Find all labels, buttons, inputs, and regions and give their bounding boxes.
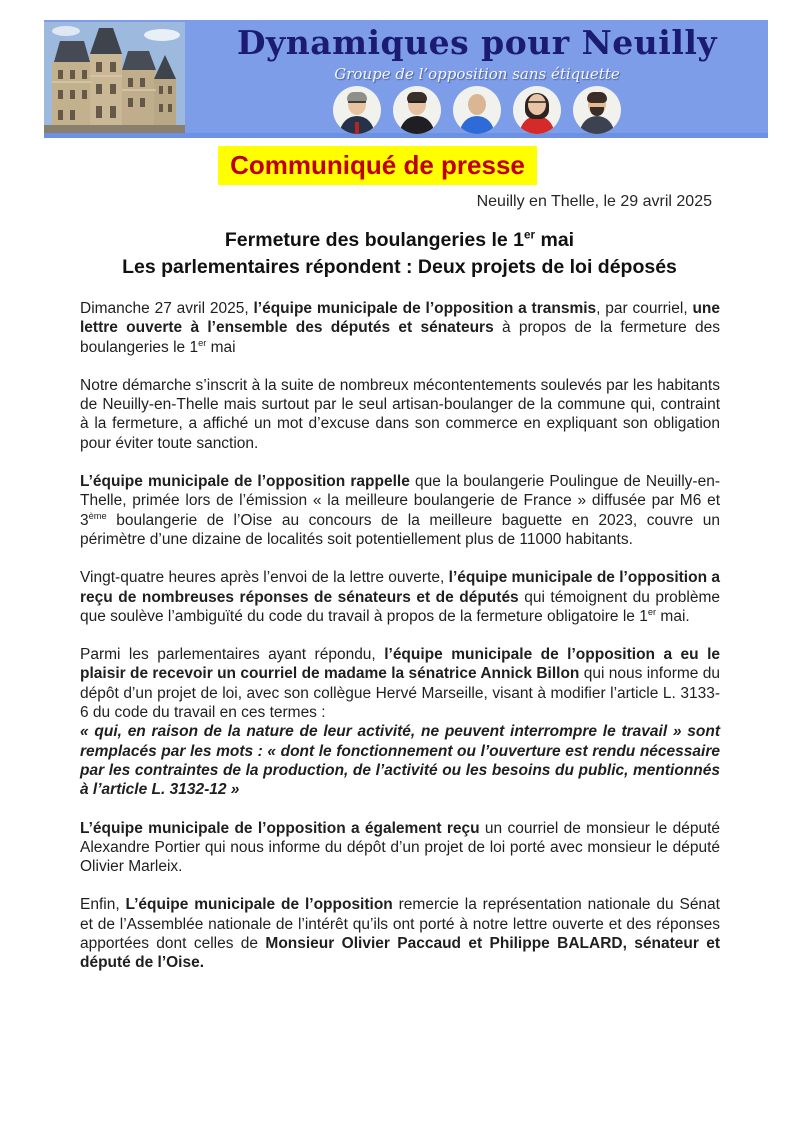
avatar-member-3 <box>453 86 501 134</box>
dateline: Neuilly en Thelle, le 29 avril 2025 <box>476 193 712 210</box>
header-banner <box>44 20 768 138</box>
headline-line-1 <box>0 227 799 254</box>
avatar-part <box>468 94 486 115</box>
text-segment: Notre démarche s’inscrit à la suite de nombreux mécontentements soulevés par les habitants de Neuilly-en-Thelle mais surtout par le seul artisan-boulanger de la commune qui, contraint à la fermeture, a affiché un mot d’excuse dans son commerce en expliquant son obligation pour éviter toute sanction. <box>80 376 720 452</box>
text-segment: mai <box>206 338 236 356</box>
avatar-part <box>528 101 546 108</box>
avatar-part <box>348 101 366 108</box>
avatar-part <box>590 107 604 116</box>
text-segment: qui témoignent du problème que soulève l’ambiguïté du code du travail à propos de la fermeture obligatoire le 1 <box>80 588 720 625</box>
town-hall-building-illustration <box>44 22 185 133</box>
press-release-title: Communiqué de presse <box>218 146 537 185</box>
text-segment: Parmi les parlementaires ayant répondu, <box>80 646 385 664</box>
text-segment: L’équipe municipale de l’opposition <box>125 896 393 914</box>
paragraph-4 <box>80 568 720 626</box>
group-title: Dynamiques pour Neuilly <box>236 23 718 62</box>
text-segment: mai <box>535 229 575 251</box>
press-title-wrapper <box>0 146 799 185</box>
text-segment: « qui, en raison de la nature de leur activité, ne peuvent interrompre le travail » sont remplacés par les mots : « dont le fonctionnement ou l’ouverture est rendu nécessaire par les contraintes de la production, de l’activité ou les besoins du public, mentionnés à l’article L. 3132-12 » <box>80 723 720 799</box>
text-segment: er <box>198 337 207 348</box>
avatars-row <box>194 86 760 134</box>
avatar-part <box>580 116 614 134</box>
text-segment: Vingt-quatre heures après l’envoi de la lettre ouverte, <box>80 569 449 587</box>
avatar-part <box>400 116 434 134</box>
town-hall-photo <box>44 22 185 133</box>
text-segment: remercie la représentation nationale du Sénat et de l’Assemblée nationale de l’intérêt qu’ils ont porté à notre lettre ouverte et des réponses apportées dont celles de <box>80 896 720 953</box>
text-segment: l’équipe municipale de l’opposition a eu le plaisir de recevoir un courriel de madame la sénatrice Annick Billon <box>80 646 720 683</box>
avatar-member-5 <box>573 86 621 134</box>
document-body <box>80 299 720 992</box>
text-segment: l’équipe municipale de l’opposition a transmis <box>253 300 597 317</box>
text-segment: L’équipe municipale de l’opposition rappelle <box>80 473 410 491</box>
avatar-member-1 <box>333 86 381 134</box>
paragraph-6 <box>80 819 720 877</box>
text-segment: que la boulangerie Poulingue de Neuilly-en-Thelle, primée lors de l’émission « la meilleure boulangerie de France » diffusée par M6 et 3 <box>80 473 720 529</box>
paragraph-7 <box>80 895 720 972</box>
text-segment: une lettre ouverte à l’ensemble des députés et sénateurs <box>80 300 720 337</box>
text-segment: qui nous informe du dépôt d’un projet de loi, avec son collègue Hervé Marseille, visant à modifier l’article L. 3133-6 du code du travail en ces termes : <box>80 665 720 722</box>
text-segment: mai. <box>656 607 690 625</box>
group-subtitle: Groupe de l’opposition sans étiquette <box>334 65 620 83</box>
avatar-part <box>355 122 359 134</box>
avatar-part <box>460 116 494 134</box>
text-segment: , par courriel, <box>596 300 693 317</box>
text-segment: L’équipe municipale de l’opposition a également reçu <box>80 819 480 837</box>
text-segment: ème <box>88 510 107 521</box>
text-segment: Fermeture des boulangeries le 1 <box>224 229 524 251</box>
text-segment: Enfin, <box>80 896 126 914</box>
avatar-member-2 <box>393 86 441 134</box>
avatar-part <box>408 101 426 108</box>
text-segment: er <box>524 228 536 242</box>
text-segment: l’équipe municipale de l’opposition a reçu de nombreuses réponses de sénateurs et de députés <box>80 569 720 606</box>
paragraph-5 <box>80 645 720 722</box>
paragraph-2 <box>80 376 720 453</box>
text-segment: Monsieur Olivier Paccaud et Philippe BALARD, sénateur et député de l’Oise. <box>80 935 720 972</box>
law-quote <box>80 722 720 799</box>
avatar-member-4 <box>513 86 561 134</box>
paragraph-1 <box>80 299 720 357</box>
text-segment: er <box>647 606 657 617</box>
text-segment: Les parlementaires répondent : Deux projets de loi déposés <box>122 256 677 278</box>
avatar-part <box>587 92 607 103</box>
text-segment: boulangerie de l’Oise au concours de la meilleure baguette en 2023, couvre un périmètre d’une dizaine de localités soit potentiellement plus de 11000 habitants. <box>80 511 720 548</box>
headline-line-2 <box>0 254 799 281</box>
text-segment: à propos de la fermeture des boulangeries le 1 <box>80 319 720 356</box>
headline <box>0 227 799 281</box>
text-segment: un courriel de monsieur le député Alexandre Portier qui nous informe du dépôt d’un projet de loi porté avec monsieur le député Olivier Marleix. <box>80 819 720 876</box>
text-segment: Dimanche 27 avril 2025, <box>80 300 254 317</box>
paragraph-3 <box>80 472 720 549</box>
